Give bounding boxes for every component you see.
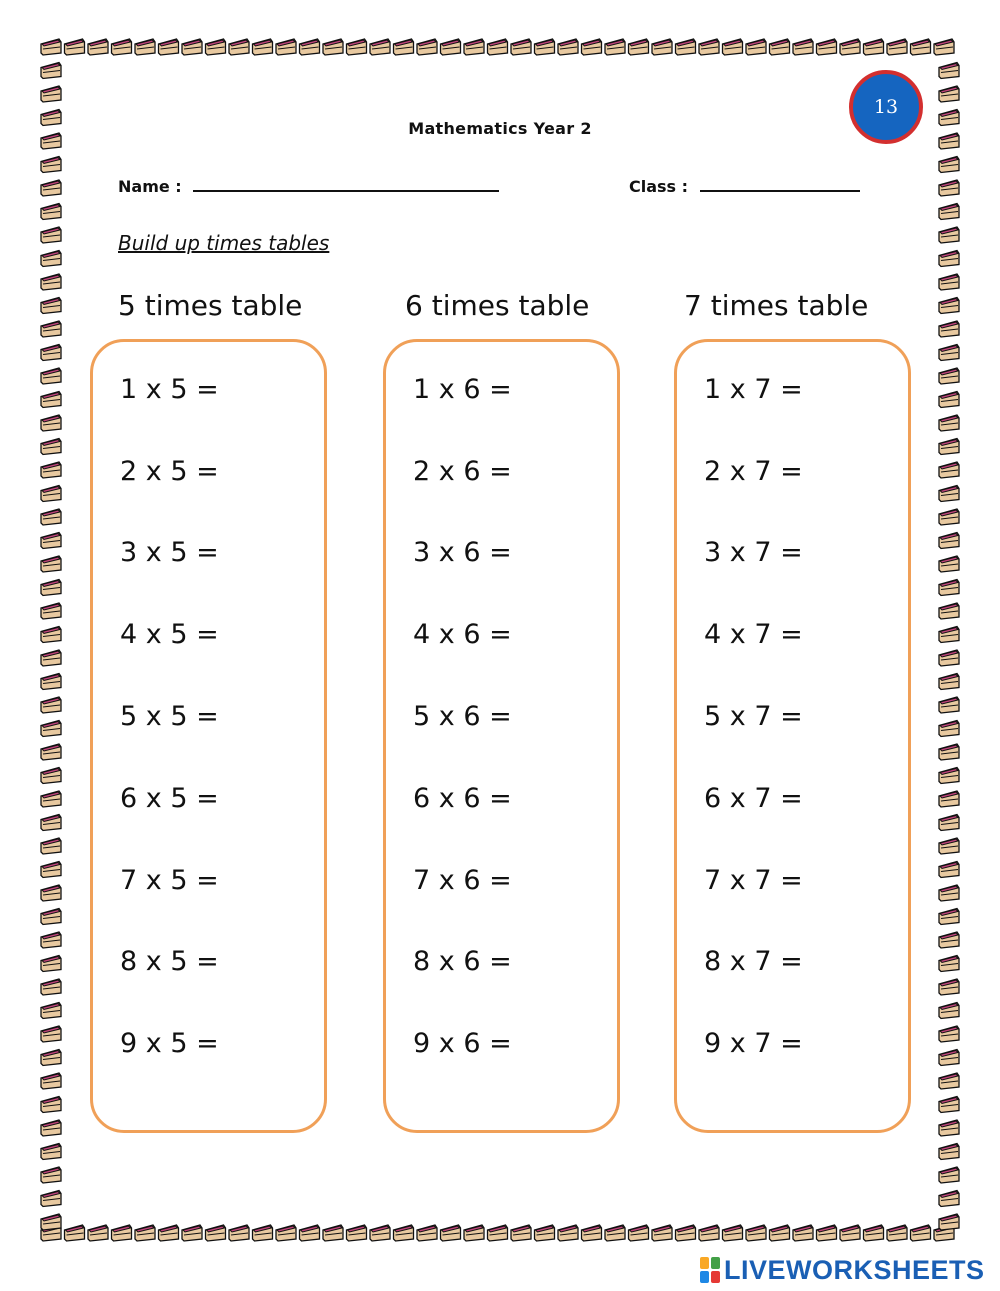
cake-icon: [939, 556, 959, 572]
cake-icon: [347, 1225, 367, 1241]
cake-icon: [41, 932, 61, 948]
table-heading-7: 7 times table: [684, 289, 869, 322]
cake-icon: [41, 674, 61, 690]
table-heading-6: 6 times table: [405, 289, 590, 322]
cake-icon: [41, 1214, 61, 1230]
cake-icon: [182, 39, 202, 55]
cake-icon: [652, 39, 672, 55]
cake-icon: [939, 862, 959, 878]
cake-icon: [723, 1225, 743, 1241]
cake-icon: [441, 1225, 461, 1241]
cake-icon: [939, 838, 959, 854]
cake-icon: [676, 39, 696, 55]
cake-icon: [41, 1120, 61, 1136]
cake-icon: [939, 956, 959, 972]
cake-icon: [939, 368, 959, 384]
cake-icon: [41, 298, 61, 314]
cake-icon: [41, 768, 61, 784]
cake-icon: [394, 1225, 414, 1241]
cake-icon: [864, 39, 884, 55]
page-number: 13: [873, 96, 899, 118]
equation[interactable]: 3 x 7 =: [704, 537, 803, 568]
cake-icon: [939, 227, 959, 243]
cake-icon: [41, 533, 61, 549]
instruction-text: Build up times tables: [118, 231, 330, 255]
cake-icon: [939, 415, 959, 431]
cake-icon: [253, 1225, 273, 1241]
cake-icon: [582, 1225, 602, 1241]
times-table-box-7: [674, 339, 911, 1133]
cake-icon: [488, 1225, 508, 1241]
cake-icon: [939, 909, 959, 925]
cake-icon: [417, 39, 437, 55]
cake-icon: [41, 956, 61, 972]
equation[interactable]: 9 x 6 =: [413, 1028, 512, 1059]
cake-icon: [41, 63, 61, 79]
class-input-line[interactable]: [700, 176, 860, 192]
cake-icon: [41, 462, 61, 478]
cake-icon: [939, 1120, 959, 1136]
cake-icon: [535, 39, 555, 55]
equation[interactable]: 8 x 7 =: [704, 946, 803, 977]
cake-icon: [41, 603, 61, 619]
cake-icon: [323, 1225, 343, 1241]
cake-icon: [41, 580, 61, 596]
cake-icon: [65, 1225, 85, 1241]
cake-icon: [939, 1073, 959, 1089]
cake-icon: [41, 368, 61, 384]
cake-icon: [939, 1214, 959, 1230]
equation[interactable]: 2 x 7 =: [704, 456, 803, 487]
cake-icon: [939, 486, 959, 502]
equation[interactable]: 6 x 6 =: [413, 783, 512, 814]
equation[interactable]: 6 x 7 =: [704, 783, 803, 814]
cake-icon: [112, 1225, 132, 1241]
cake-icon: [41, 838, 61, 854]
cake-icon: [939, 603, 959, 619]
cake-icon: [41, 251, 61, 267]
cake-icon: [939, 439, 959, 455]
cake-icon: [911, 1225, 931, 1241]
cake-icon: [939, 885, 959, 901]
cake-icon: [323, 39, 343, 55]
name-field: [118, 176, 499, 196]
equation[interactable]: 2 x 5 =: [120, 456, 219, 487]
cake-icon: [41, 415, 61, 431]
table-heading-5: 5 times table: [118, 289, 303, 322]
equation[interactable]: 9 x 7 =: [704, 1028, 803, 1059]
equation[interactable]: 7 x 6 =: [413, 865, 512, 896]
cake-icon: [88, 39, 108, 55]
cake-icon: [229, 39, 249, 55]
cake-icon: [558, 1225, 578, 1241]
cake-icon: [159, 39, 179, 55]
cake-icon: [41, 791, 61, 807]
cake-icon: [582, 39, 602, 55]
cake-icon: [417, 1225, 437, 1241]
cake-icon: [112, 39, 132, 55]
cake-icon: [939, 298, 959, 314]
cake-icon: [41, 204, 61, 220]
cake-icon: [394, 39, 414, 55]
cake-icon: [939, 204, 959, 220]
cake-icon: [370, 1225, 390, 1241]
worksheet-title: Mathematics Year 2: [408, 119, 592, 138]
cake-icon: [41, 909, 61, 925]
name-label: Name :: [118, 177, 182, 196]
equation[interactable]: 6 x 5 =: [120, 783, 219, 814]
cake-icon: [276, 39, 296, 55]
cake-icon: [41, 1191, 61, 1207]
class-label: Class :: [629, 177, 689, 196]
cake-icon: [464, 39, 484, 55]
cake-icon: [887, 1225, 907, 1241]
equation[interactable]: 7 x 7 =: [704, 865, 803, 896]
cake-icon: [939, 251, 959, 267]
cake-icon: [41, 815, 61, 831]
cake-icon: [41, 86, 61, 102]
cake-icon: [887, 39, 907, 55]
equation[interactable]: 7 x 5 =: [120, 865, 219, 896]
equation[interactable]: 4 x 6 =: [413, 619, 512, 650]
cake-icon: [135, 1225, 155, 1241]
cake-icon: [770, 39, 790, 55]
cake-icon: [939, 321, 959, 337]
cake-icon: [41, 862, 61, 878]
cake-icon: [41, 39, 61, 55]
cake-icon: [939, 180, 959, 196]
cake-icon: [629, 1225, 649, 1241]
cake-icon: [939, 509, 959, 525]
cake-icon: [65, 39, 85, 55]
cake-icon: [746, 1225, 766, 1241]
logo-grid-icon: [700, 1257, 720, 1283]
cake-icon: [939, 580, 959, 596]
cake-icon: [41, 697, 61, 713]
cake-icon: [41, 439, 61, 455]
cake-icon: [939, 345, 959, 361]
cake-icon: [723, 39, 743, 55]
cake-icon: [41, 1097, 61, 1113]
cake-icon: [699, 39, 719, 55]
cake-icon: [605, 39, 625, 55]
cake-icon: [441, 39, 461, 55]
cake-icon: [41, 392, 61, 408]
cake-icon: [793, 39, 813, 55]
cake-icon: [229, 1225, 249, 1241]
cake-icon: [939, 1144, 959, 1160]
cake-icon: [939, 650, 959, 666]
equation[interactable]: 1 x 5 =: [120, 374, 219, 405]
equation[interactable]: 5 x 7 =: [704, 701, 803, 732]
name-input-line[interactable]: [193, 176, 499, 192]
cake-icon: [535, 1225, 555, 1241]
cake-icon: [182, 1225, 202, 1241]
equation[interactable]: 9 x 5 =: [120, 1028, 219, 1059]
cake-icon: [939, 1167, 959, 1183]
cake-icon: [41, 274, 61, 290]
equation[interactable]: 3 x 6 =: [413, 537, 512, 568]
cake-icon: [88, 1225, 108, 1241]
cake-icon: [793, 1225, 813, 1241]
times-table-box-5: [90, 339, 327, 1133]
cake-icon: [939, 674, 959, 690]
cake-icon: [934, 39, 954, 55]
cake-icon: [41, 345, 61, 361]
cake-icon: [746, 39, 766, 55]
cake-icon: [939, 1003, 959, 1019]
brand-name: LIVEWORKSHEETS: [724, 1254, 985, 1285]
cake-icon: [41, 1167, 61, 1183]
cake-icon: [253, 39, 273, 55]
cake-icon: [41, 885, 61, 901]
cake-icon: [41, 1003, 61, 1019]
equation[interactable]: 2 x 6 =: [413, 456, 512, 487]
cake-icon: [939, 462, 959, 478]
cake-icon: [159, 1225, 179, 1241]
cake-icon: [939, 932, 959, 948]
cake-icon: [652, 1225, 672, 1241]
cake-icon: [41, 650, 61, 666]
cake-icon: [939, 274, 959, 290]
cake-icon: [41, 509, 61, 525]
cake-icon: [939, 1026, 959, 1042]
cake-icon: [41, 627, 61, 643]
cake-icon: [135, 39, 155, 55]
cake-icon: [939, 627, 959, 643]
cake-icon: [41, 1050, 61, 1066]
cake-icon: [300, 39, 320, 55]
cake-icon: [41, 157, 61, 173]
cake-icon: [939, 392, 959, 408]
times-table-box-6: [383, 339, 620, 1133]
equation[interactable]: 1 x 7 =: [704, 374, 803, 405]
cake-icon: [939, 815, 959, 831]
class-field: [629, 176, 860, 196]
cake-icon: [939, 86, 959, 102]
cake-icon: [770, 1225, 790, 1241]
cake-icon: [939, 533, 959, 549]
cake-icon: [939, 1050, 959, 1066]
cake-icon: [41, 1073, 61, 1089]
equation[interactable]: 4 x 5 =: [120, 619, 219, 650]
cake-icon: [939, 1097, 959, 1113]
equation[interactable]: 8 x 6 =: [413, 946, 512, 977]
cake-icon: [300, 1225, 320, 1241]
cake-icon: [817, 39, 837, 55]
cake-icon: [939, 791, 959, 807]
cake-icon: [605, 1225, 625, 1241]
equation[interactable]: 4 x 7 =: [704, 619, 803, 650]
cake-icon: [676, 1225, 696, 1241]
cake-icon: [41, 1026, 61, 1042]
cake-icon: [41, 227, 61, 243]
cake-icon: [939, 1191, 959, 1207]
cake-icon: [840, 39, 860, 55]
cake-icon: [840, 1225, 860, 1241]
cake-icon: [41, 1144, 61, 1160]
equation[interactable]: 1 x 6 =: [413, 374, 512, 405]
cake-icon: [558, 39, 578, 55]
cake-icon: [864, 1225, 884, 1241]
cake-icon: [911, 39, 931, 55]
liveworksheets-logo[interactable]: [700, 1255, 985, 1285]
cake-icon: [206, 1225, 226, 1241]
cake-icon: [206, 39, 226, 55]
equation[interactable]: 8 x 5 =: [120, 946, 219, 977]
cake-icon: [347, 39, 367, 55]
cake-icon: [939, 697, 959, 713]
cake-icon: [939, 157, 959, 173]
equation[interactable]: 5 x 6 =: [413, 701, 512, 732]
equation[interactable]: 3 x 5 =: [120, 537, 219, 568]
cake-icon: [41, 486, 61, 502]
cake-icon: [370, 39, 390, 55]
cake-icon: [41, 321, 61, 337]
cake-icon: [464, 1225, 484, 1241]
cake-icon: [511, 1225, 531, 1241]
cake-icon: [41, 721, 61, 737]
cake-icon: [511, 39, 531, 55]
equation[interactable]: 5 x 5 =: [120, 701, 219, 732]
cake-icon: [939, 721, 959, 737]
cake-icon: [939, 63, 959, 79]
cake-icon: [41, 744, 61, 760]
cake-icon: [939, 744, 959, 760]
cake-icon: [629, 39, 649, 55]
cake-icon: [276, 1225, 296, 1241]
cake-icon: [41, 979, 61, 995]
cake-icon: [41, 556, 61, 572]
cake-icon: [939, 768, 959, 784]
cake-icon: [817, 1225, 837, 1241]
cake-icon: [41, 180, 61, 196]
cake-icon: [488, 39, 508, 55]
cake-icon: [699, 1225, 719, 1241]
cake-icon: [939, 979, 959, 995]
